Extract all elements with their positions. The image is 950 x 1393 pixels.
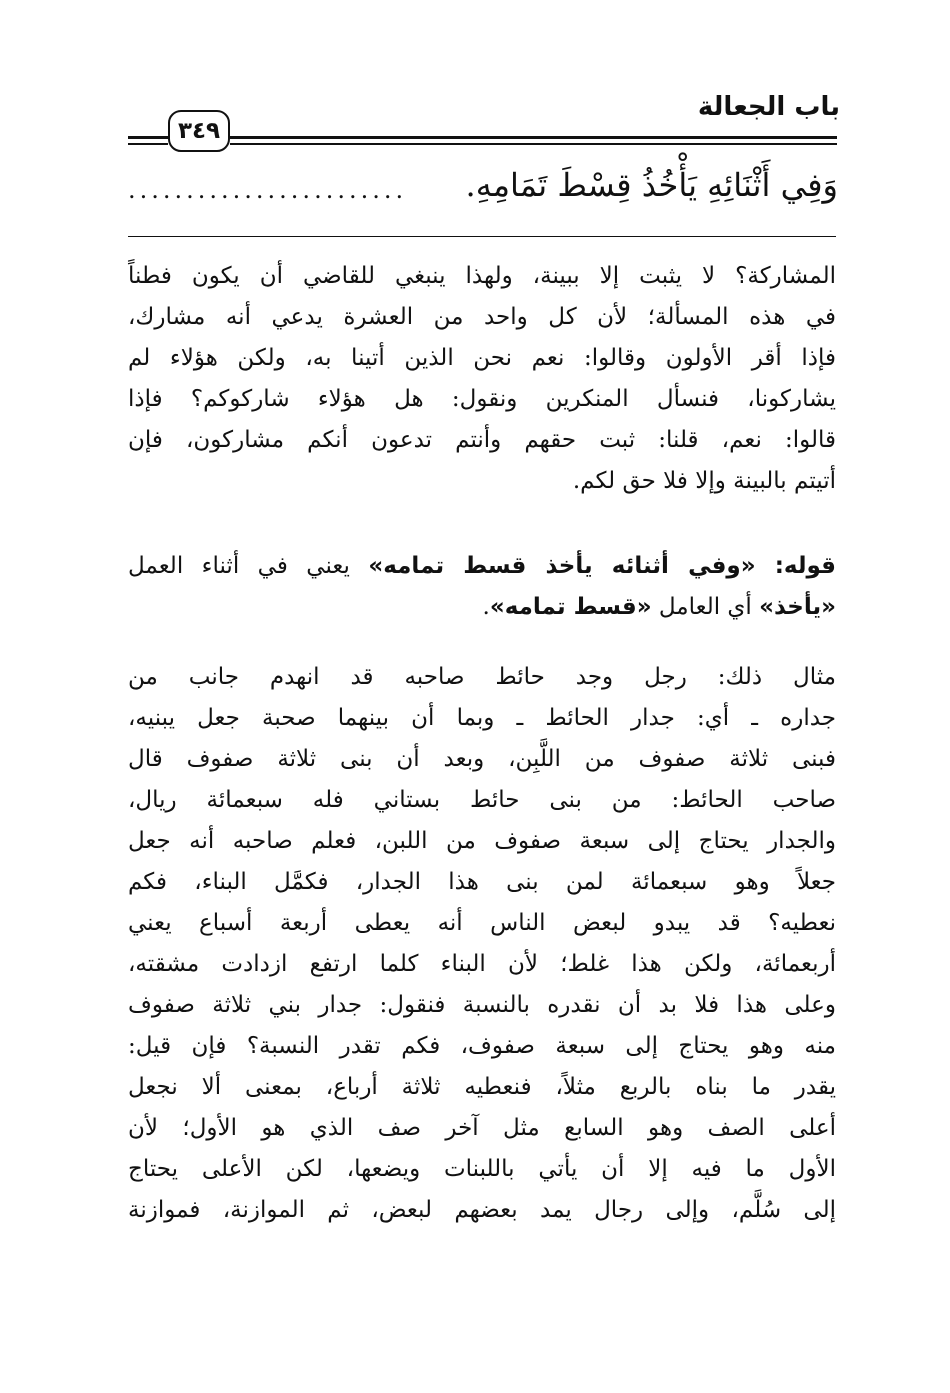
text-line: يشاركونا، فنسأل المنكرين ونقول: هل هؤلاء شاركوكم؟ فإذا [128,386,836,412]
quoted-term: «يأخذ» [759,594,836,620]
text-line: جداره ـ أي: جدار الحائط ـ وبما أن بينهما صحبة جعل يبنيه، [128,705,836,731]
text-line: فإذا أقر الأولون وقالوا: نعم نحن الذين أتينا به، ولكن هؤلاء لم [128,345,836,371]
text-line: الأول ما فيه إلا أن يأتي باللبنات ويضعها، لكن الأعلى يحتاج [128,1156,836,1182]
text-line: قالوا: نعم، قلنا: ثبت حقهم وأنتم تدعون أنكم مشاركون، فإن [128,427,836,453]
quoted-term: «قسط تمامه» [489,594,652,620]
header-rule-left-thin [128,143,168,145]
text-line: وعلى هذا فلا بد أن نقدره بالنسبة فنقول: جدار بني ثلاثة صفوف [128,992,836,1018]
paragraph-1 [128,256,836,502]
text-line: صاحب الحائط: من بنى حائط بستاني فله سبعمائة ريال، [128,787,836,813]
matn-text: وَفِي أَثْنَائِهِ يَأْخُذُ قِسْطَ تَمَامِهِ. [465,166,838,204]
header-rule-right-thin [230,143,837,145]
page-number: ٣٤٩ [168,110,230,152]
text-line [128,587,836,628]
header-rule-right-thick [230,136,837,139]
text-line: فبنى ثلاثة صفوف من اللَّبِن، وبعد أن بنى ثلاثة صفوف قال [128,746,836,772]
text-line [128,546,836,587]
text-line: أربعمائة، ولكن هذا غلط؛ لأن البناء كلما ارتفع ازدادت مشقته، [128,951,836,977]
paragraph-2 [128,546,836,628]
text-line: نعطيه؟ قد يبدو لبعض الناس أنه يعطى أربعة أسباع يعني [128,910,836,936]
matn-divider [128,236,836,237]
chapter-title: باب الجعالة [697,92,840,122]
header-rule-left-thick [128,136,168,139]
quoted-matn: «وفي أثنائه يأخذ قسط تمامه» [368,553,775,579]
qawluhu-label: قوله: [774,553,836,579]
text-line: أعلى الصف وهو السابع مثل آخر صف الذي هو الأول؛ لأن [128,1115,836,1141]
text-line: منه وهو يحتاج إلى سبعة صفوف، فكم تقدر النسبة؟ فإن قيل: [128,1033,836,1059]
full-stop: . [482,594,490,620]
text-line: في هذه المسألة؛ لأن كل واحد من العشرة يدعي أنه مشارك، [128,304,836,330]
text-line: جعلاً وهو سبعمائة لمن بنى هذا الجدار، فكمَّل البناء، فكم [128,869,836,895]
explanation-text: أي العامل [651,594,760,620]
paragraph-3 [128,657,836,1231]
text-line: والجدار يحتاج إلى سبعة صفوف من اللبن، فعلم صاحبه أنه جعل [128,828,836,854]
matn-dots: ........................ [128,176,408,204]
text-line: المشاركة؟ لا يثبت إلا ببينة، ولهذا ينبغي للقاضي أن يكون فطناً [128,263,836,289]
text-line: يقدر ما بناه بالربع مثلاً، فنعطيه ثلاثة أرباع، بمعنى ألا نجعل [128,1074,836,1100]
text-line: أتيتم بالبينة وإلا فلا حق لكم. [572,468,836,494]
text-line: مثال ذلك: رجل وجد حائط صاحبه قد انهدم جانب من [128,664,836,690]
explanation-text: يعني في أثناء العمل [128,553,369,579]
text-line: إلى سُلَّم، وإلى رجال يمد بعضهم لبعض، ثم الموازنة، فموازنة [128,1197,836,1223]
